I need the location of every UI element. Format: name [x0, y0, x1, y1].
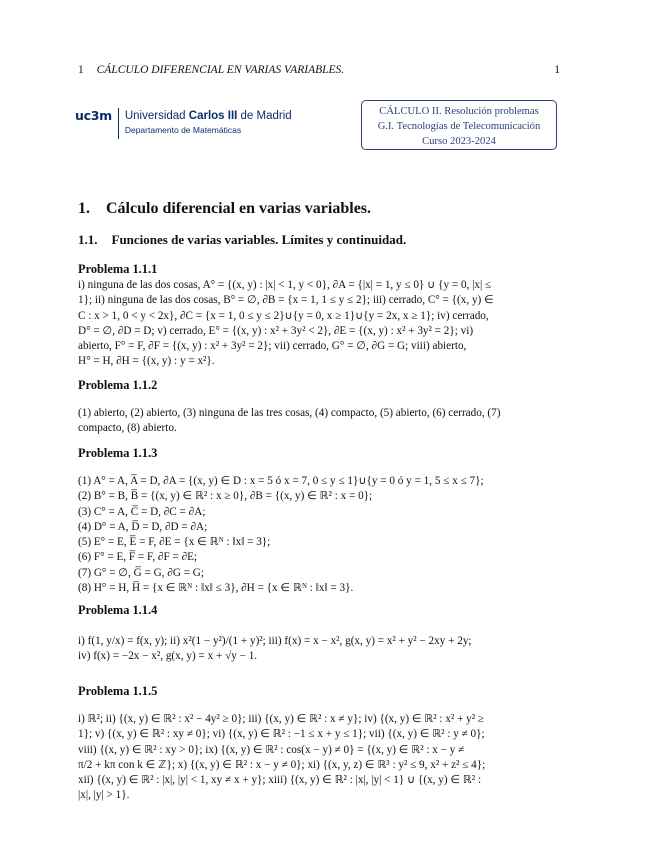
course-info-box — [361, 100, 557, 150]
page-number: 1 — [554, 64, 560, 76]
answer-line: π/2 + kπ con k ∈ ℤ}; x) {(x, y) ∈ ℝ² : x − y ≠ 0}; xi) {(x, y, z) ∈ ℝ³ : y² ≤ 9, x² + z² ≤ 4}; — [78, 758, 486, 771]
problem-heading: Problema 1.1.5 — [78, 684, 158, 698]
problem-heading: Problema 1.1.1 — [78, 262, 158, 276]
section-heading — [78, 200, 371, 218]
answer-item: (7) G° = ∅, G̅ = G, ∂G = G; — [78, 566, 204, 579]
answer-line: (1) abierto, (2) abierto, (3) ninguna de las tres cosas, (4) compacto, (5) abierto, (6) cerrado, (7) — [78, 407, 501, 419]
subsection-title: Funciones de varias variables. Límites y continuidad. — [111, 232, 407, 247]
course-year: Curso 2023-2024 — [422, 136, 496, 147]
answer-item: (2) B° = B, B̅ = {(x, y) ∈ ℝ² : x ≥ 0}, ∂B = {(x, y) ∈ ℝ² : x = 0}; — [78, 490, 373, 503]
answer-line: xii) {(x, y) ∈ ℝ² : |x|, |y| < 1, xy ≠ x + y}; xiii) {(x, y) ∈ ℝ² : |x|, |y| < 1} ∪ {(x, y) ∈ ℝ² : — [78, 774, 482, 787]
answer-line: 1}; ii) ninguna de las dos cosas, B° = ∅, ∂B = {x = 1, 1 ≤ y ≤ 2}; iii) cerrado, C° = {(x, y) ∈ — [78, 294, 494, 307]
problem-answer-list — [78, 474, 484, 596]
running-header-title: CÁLCULO DIFERENCIAL EN VARIAS VARIABLES. — [96, 64, 345, 76]
answer-line: i) f(1, y/x) = f(x, y); ii) x²(1 − y²)/(1 + y)²; iii) f(x) = x − x², g(x, y) = x² + y² − 2xy + 2y; — [78, 635, 472, 647]
section-number: 1. — [78, 200, 90, 217]
section-title: Cálculo diferencial en varias variables. — [106, 200, 372, 217]
uc3m-logo-mark: uc3m — [75, 108, 112, 123]
answer-line: 1}; v) {(x, y) ∈ ℝ² : xy ≠ 0}; vi) {(x, y) ∈ ℝ² : −1 ≤ x + y ≤ 1}; vii) {(x, y) ∈ ℝ² : y ≠ 0}; — [78, 728, 485, 741]
subsection-number: 1.1. — [78, 232, 98, 247]
problem-answer — [78, 712, 564, 804]
logo-divider — [118, 108, 119, 139]
running-header-number: 1 — [78, 64, 84, 76]
answer-line: compacto, (8) abierto. — [78, 422, 177, 435]
answer-line: abierto, F° = F, ∂F = {(x, y) : x² + 3y² = 2}; vii) cerrado, G° = ∅, ∂G = G; viii) abierto, — [78, 340, 467, 353]
answer-item: (5) E° = E, E̅ = F, ∂E = {x ∈ ℝᴺ : ‖x‖ = 3}; — [78, 536, 271, 549]
university-name-bold: Carlos III — [188, 110, 238, 122]
university-logo — [75, 108, 292, 139]
problem-answer — [78, 278, 564, 370]
answer-item: (1) A° = A, A̅ = D, ∂A = {(x, y) ∈ D : x = 5 ó x = 7, 0 ≤ y ≤ 1}∪{y = 0 ó y = 1, 5 ≤ x ≤ 7}; — [78, 475, 484, 487]
answer-line: C : x > 1, 0 < y < 2x}, ∂C = {x = 1, 0 ≤ y ≤ 2}∪{y = 0, x ≥ 1}∪{y = 2x, x ≥ 1}; iv) cerrado, — [78, 309, 489, 322]
answer-line: |x|, |y| > 1}. — [78, 789, 130, 802]
running-header — [78, 64, 344, 76]
answer-item: (6) F° = E, F̅ = F, ∂F = ∂E; — [78, 551, 198, 564]
answer-line: i) ℝ²; ii) {(x, y) ∈ ℝ² : x² − 4y² ≥ 0}; iii) {(x, y) ∈ ℝ² : x ≠ y}; iv) {(x, y) ∈ ℝ² : x² + y² ≥ — [78, 713, 485, 725]
answer-line: D° = ∅, ∂D = D; v) cerrado, E° = {(x, y) : x² + 3y² < 2}, ∂E = {(x, y) : x² + 3y² = 2}; vi) — [78, 324, 474, 337]
problem-heading: Problema 1.1.3 — [78, 446, 158, 460]
answer-line: H° = H, ∂H = {(x, y) : y = x²}. — [78, 355, 215, 368]
problem-answer — [78, 634, 564, 665]
university-name-suffix: de Madrid — [237, 110, 292, 122]
logo-text — [125, 108, 292, 136]
university-name — [125, 108, 292, 124]
course-degree: G.I. Tecnologías de Telecomunicación — [377, 121, 541, 132]
answer-line: iv) f(x) = −2x − x², g(x, y) = x + √y − 1. — [78, 650, 258, 663]
answer-item: (3) C° = A, C̅ = D, ∂C = ∂A; — [78, 505, 206, 518]
problem-heading: Problema 1.1.4 — [78, 603, 158, 617]
answer-item: (4) D° = A, D̅ = D, ∂D = ∂A; — [78, 520, 208, 533]
answer-item: (8) H° = H, H̅ = {x ∈ ℝᴺ : ‖x‖ ≤ 3}, ∂H = {x ∈ ℝᴺ : ‖x‖ = 3}. — [78, 582, 354, 595]
answer-line: viii) {(x, y) ∈ ℝ² : xy > 0}; ix) {(x, y) ∈ ℝ² : cos(x − y) ≠ 0} = {(x, y) ∈ ℝ² : x − y ≠ — [78, 743, 465, 756]
course-title: CÁLCULO II. Resolución problemas — [379, 106, 539, 117]
problem-answer — [78, 406, 564, 437]
university-name-prefix: Universidad — [124, 110, 189, 122]
answer-line: i) ninguna de las dos cosas, A° = {(x, y) : |x| < 1, y < 0}, ∂A = {|x| = 1, y ≤ 0} ∪ {y = 0, |x| ≤ — [78, 279, 492, 291]
problem-heading: Problema 1.1.2 — [78, 378, 158, 392]
department-name: Departamento de Matemáticas — [124, 125, 242, 135]
subsection-heading — [78, 232, 406, 248]
